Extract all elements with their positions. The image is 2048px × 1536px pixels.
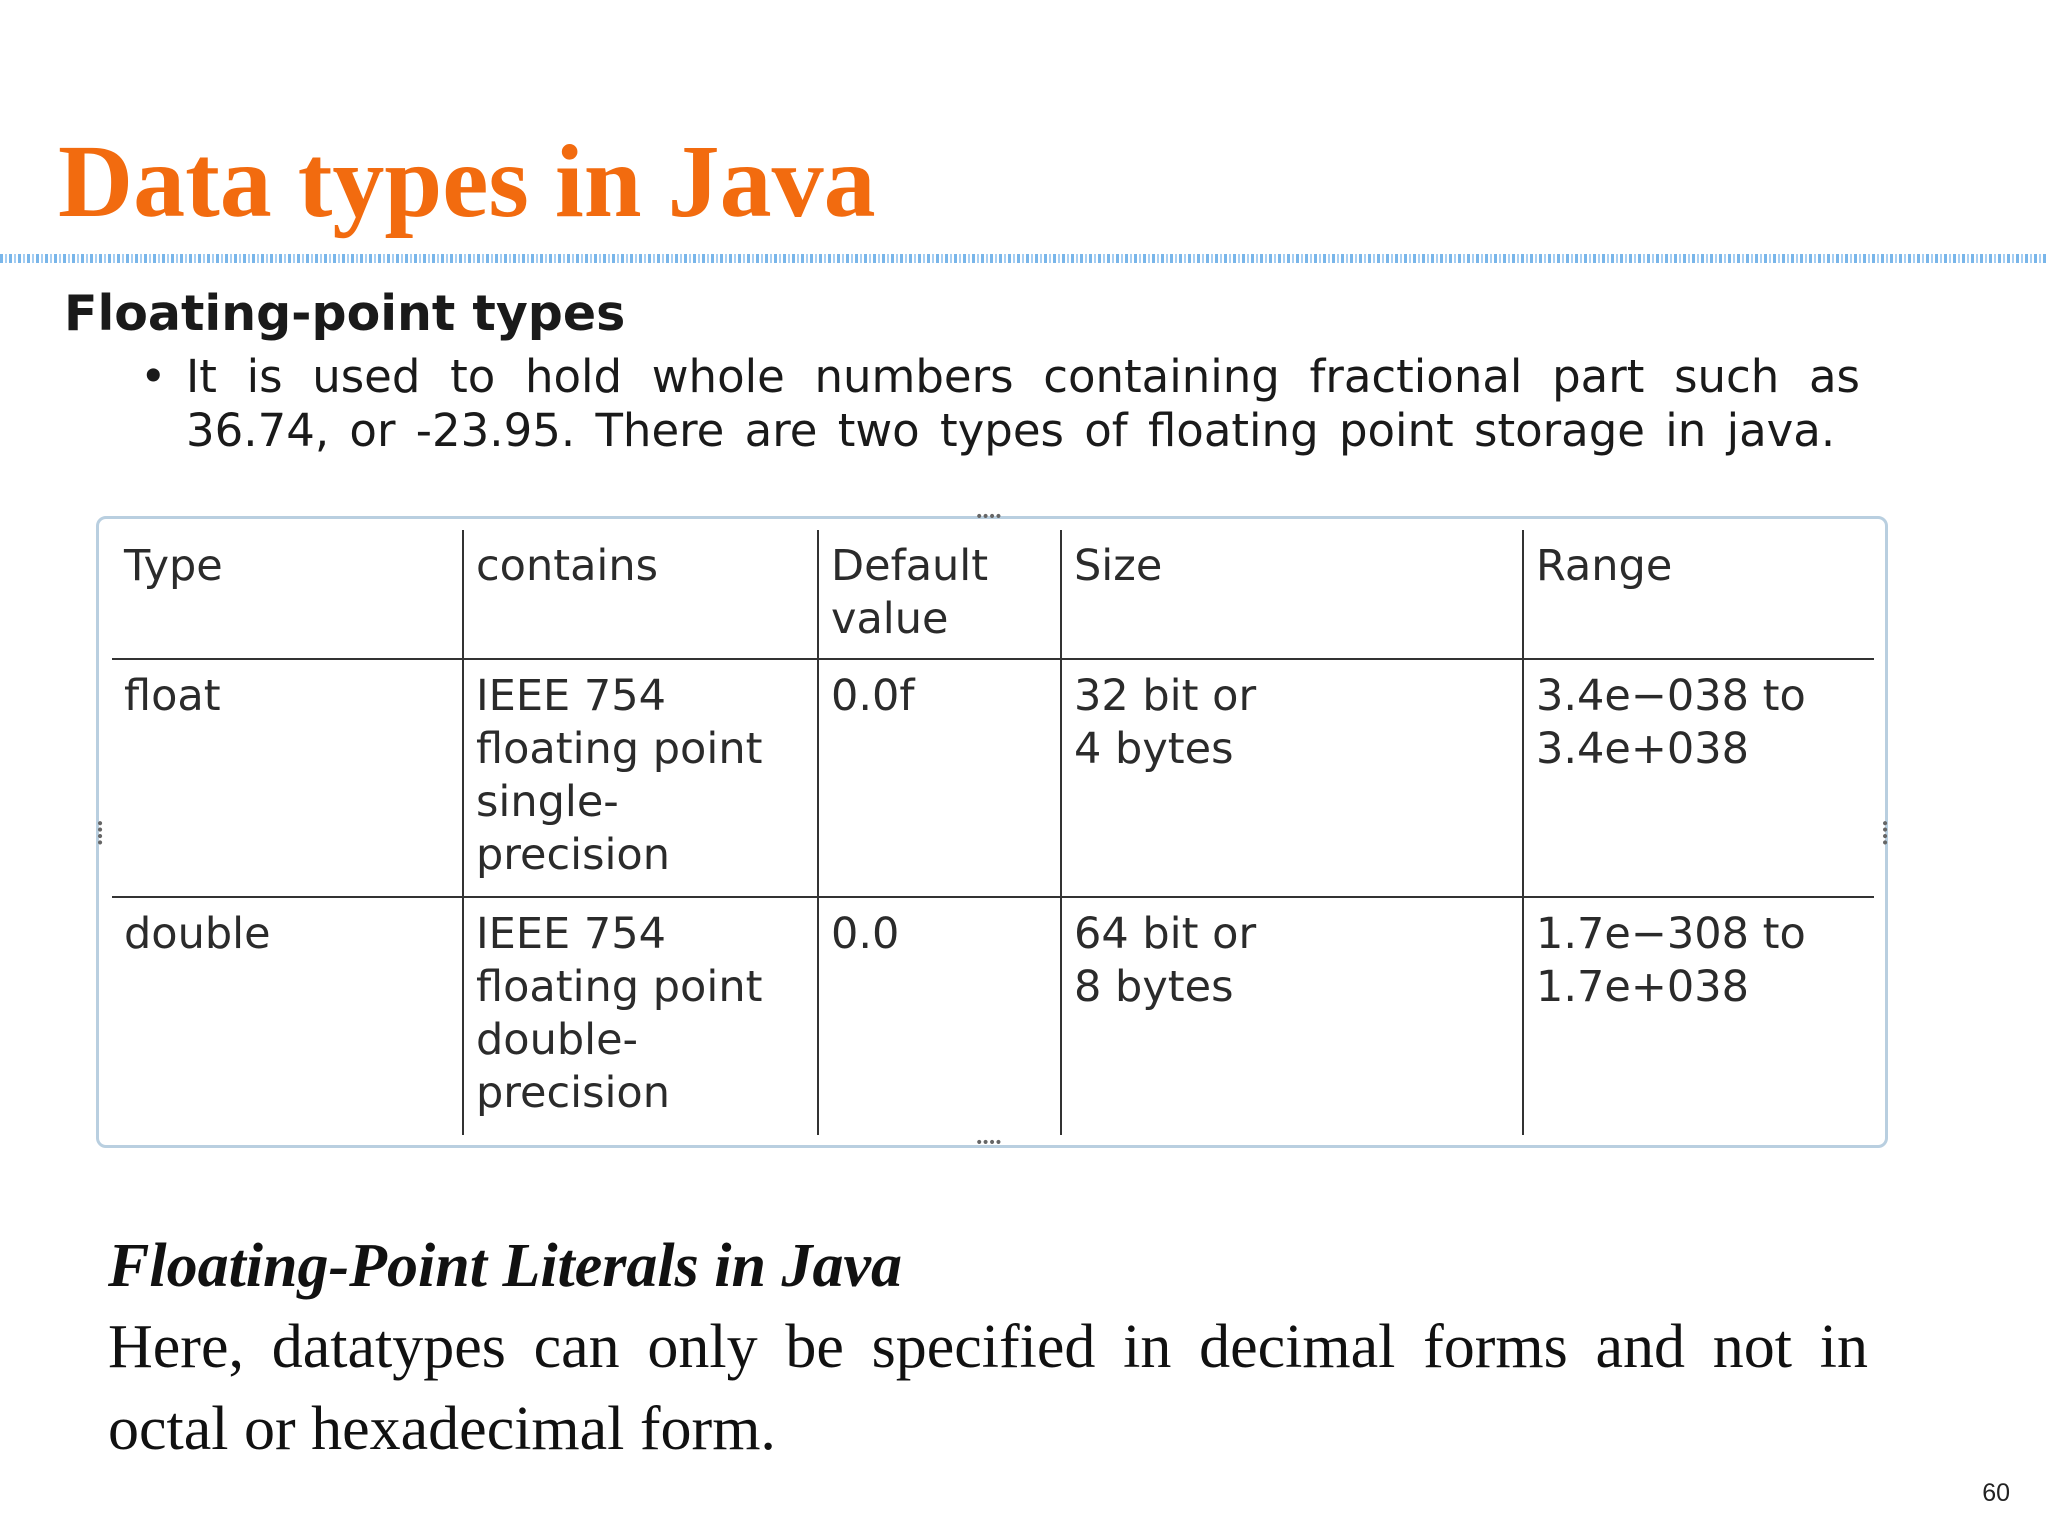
table-cell: 0.0 — [818, 897, 1061, 1135]
resize-handle-top-icon: •••• — [975, 509, 1001, 525]
bullet-text: It is used to hold whole numbers containing fractional part such as 36.74, or -23.95. There are two types of floating point storage in java. — [186, 350, 1860, 457]
resize-handle-bottom-icon: •••• — [975, 1135, 1001, 1151]
table-cell: 3.4e−038 to 3.4e+038 — [1523, 659, 1874, 897]
section-heading: Floating-point types — [64, 285, 626, 342]
table-cell: IEEE 754 floating point double- precision — [463, 897, 818, 1135]
table-row — [112, 897, 1874, 1135]
table-cell: 64 bit or 8 bytes — [1061, 897, 1523, 1135]
table-header-row — [112, 530, 1874, 659]
literals-text: Here, datatypes can only be specified in decimal forms and not in octal or hexadecimal form. — [108, 1313, 1868, 1463]
table-cell: 32 bit or 4 bytes — [1061, 659, 1523, 897]
page-number: 60 — [1982, 1479, 2010, 1507]
header-cell-contains: contains — [463, 530, 818, 659]
slide-title: Data types in Java — [58, 124, 876, 239]
floating-point-types-table — [112, 530, 1874, 1135]
resize-handle-left-icon: •••• — [91, 819, 107, 845]
table-cell: IEEE 754 floating point single- precision — [463, 659, 818, 897]
table-row — [112, 659, 1874, 897]
header-cell-size: Size — [1061, 530, 1523, 659]
title-divider — [0, 254, 2048, 263]
literals-heading: Floating-Point Literals in Java — [108, 1232, 903, 1300]
table-cell: 0.0f — [818, 659, 1061, 897]
table-cell: float — [112, 659, 463, 897]
bullet-item — [140, 350, 1860, 458]
header-cell-default-value: Default value — [818, 530, 1061, 659]
bullet-dot-icon: • — [140, 350, 167, 403]
table-cell: 1.7e−308 to 1.7e+038 — [1523, 897, 1874, 1135]
header-cell-range: Range — [1523, 530, 1874, 659]
table-cell: double — [112, 897, 463, 1135]
header-cell-type: Type — [112, 530, 463, 659]
resize-handle-right-icon: •••• — [1876, 819, 1892, 845]
